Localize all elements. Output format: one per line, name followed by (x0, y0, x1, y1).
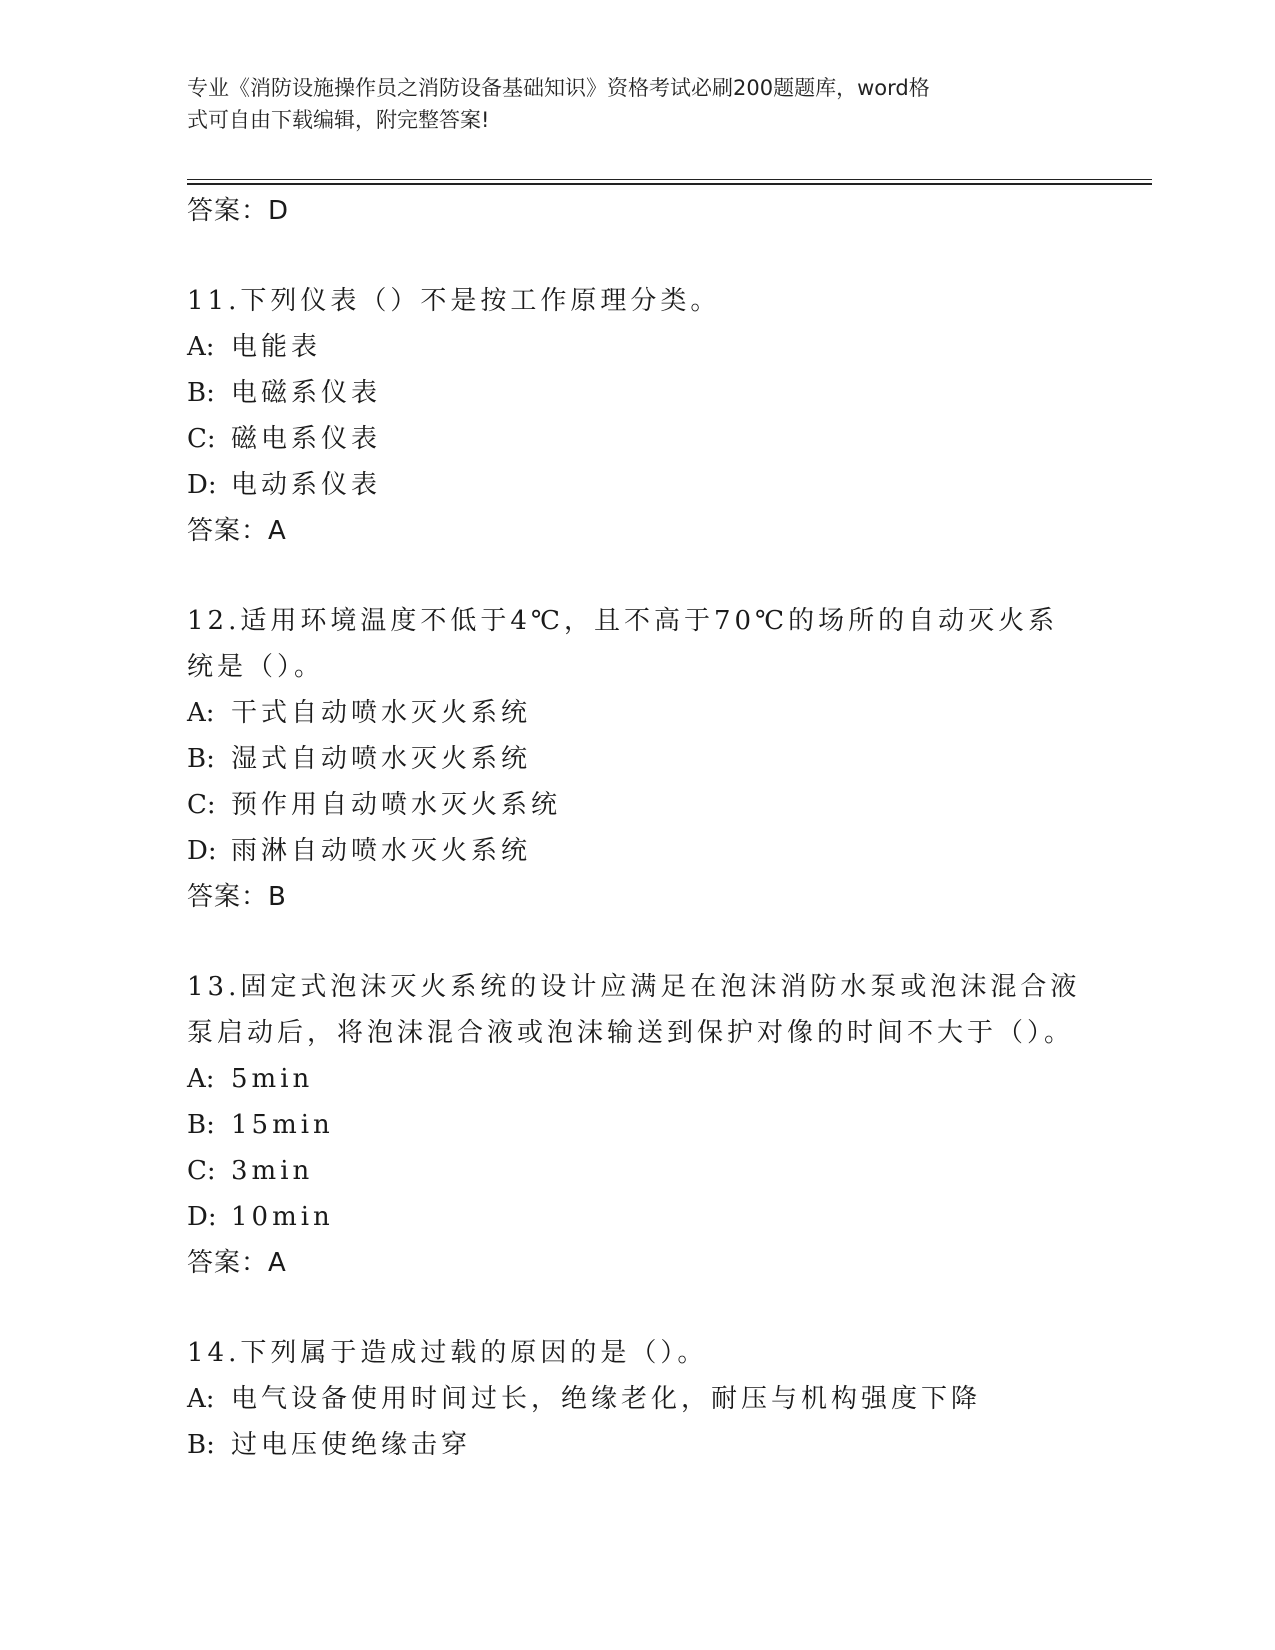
option-letter: B: (187, 1430, 215, 1460)
option-d (187, 828, 1107, 874)
option-text: 电气设备使用时间过长，绝缘老化，耐压与机构强度下降 (231, 1384, 982, 1414)
question-14 (187, 1330, 1107, 1468)
question-13 (187, 964, 1107, 1286)
option-c (187, 782, 1107, 828)
answer-line: 答案：A (187, 1248, 287, 1278)
option-a (187, 690, 1107, 736)
option-text: 3min (231, 1156, 314, 1186)
option-text: 干式自动喷水灭火系统 (231, 698, 532, 728)
question-12 (187, 598, 1107, 920)
answer-line: 答案：A (187, 516, 287, 546)
question-stem: 12.适用环境温度不低于4℃，且不高于70℃的场所的自动灭火系统是（）。 (187, 606, 1059, 682)
question-11 (187, 278, 1107, 554)
spacer (187, 920, 1107, 964)
option-letter: A: (187, 332, 215, 362)
option-text: 电动系仪表 (231, 470, 382, 500)
option-b (187, 1102, 1107, 1148)
option-text: 湿式自动喷水灭火系统 (231, 744, 532, 774)
option-text: 雨淋自动喷水灭火系统 (231, 836, 532, 866)
option-letter: D: (187, 470, 217, 500)
option-text: 电能表 (231, 332, 322, 362)
option-letter: B: (187, 744, 215, 774)
option-b (187, 370, 1107, 416)
spacer (187, 234, 1107, 278)
option-a (187, 324, 1107, 370)
question-list (187, 188, 1107, 1468)
question-stem: 11.下列仪表（）不是按工作原理分类。 (187, 286, 721, 316)
option-a (187, 1056, 1107, 1102)
spacer (187, 554, 1107, 598)
option-letter: A: (187, 698, 215, 728)
header-line-1: 专业《消防设施操作员之消防设备基础知识》资格考试必刷200题题库，word格 (187, 76, 930, 100)
option-letter: B: (187, 378, 215, 408)
option-letter: C: (187, 424, 216, 454)
option-letter: C: (187, 1156, 216, 1186)
option-c (187, 1148, 1107, 1194)
option-text: 电磁系仪表 (231, 378, 382, 408)
option-letter: A: (187, 1384, 215, 1414)
option-text: 过电压使绝缘击穿 (231, 1430, 472, 1460)
previous-answer: 答案：D (187, 196, 290, 226)
header-rule-thick (187, 183, 1152, 185)
header-rule-thin (187, 179, 1152, 180)
spacer (187, 1286, 1107, 1330)
option-text: 预作用自动喷水灭火系统 (231, 790, 562, 820)
option-text: 5min (231, 1064, 314, 1094)
document-header (187, 72, 1077, 136)
option-text: 15min (231, 1110, 334, 1140)
header-line-2: 式可自由下载编辑，附完整答案! (187, 108, 490, 132)
option-letter: D: (187, 1202, 217, 1232)
question-stem: 13.固定式泡沫灭火系统的设计应满足在泡沫消防水泵或泡沫混合液泵启动后，将泡沫混合液或泡沫输送到保护对像的时间不大于（）。 (187, 972, 1081, 1048)
option-letter: C: (187, 790, 216, 820)
question-stem: 14.下列属于造成过载的原因的是（）。 (187, 1338, 708, 1368)
option-d (187, 462, 1107, 508)
option-letter: B: (187, 1110, 215, 1140)
option-d (187, 1194, 1107, 1240)
option-text: 磁电系仪表 (231, 424, 382, 454)
answer-line: 答案：B (187, 882, 287, 912)
option-text: 10min (231, 1202, 334, 1232)
option-b (187, 1422, 1107, 1468)
option-letter: D: (187, 836, 217, 866)
option-b (187, 736, 1107, 782)
option-c (187, 416, 1107, 462)
option-letter: A: (187, 1064, 215, 1094)
option-a (187, 1376, 1107, 1422)
